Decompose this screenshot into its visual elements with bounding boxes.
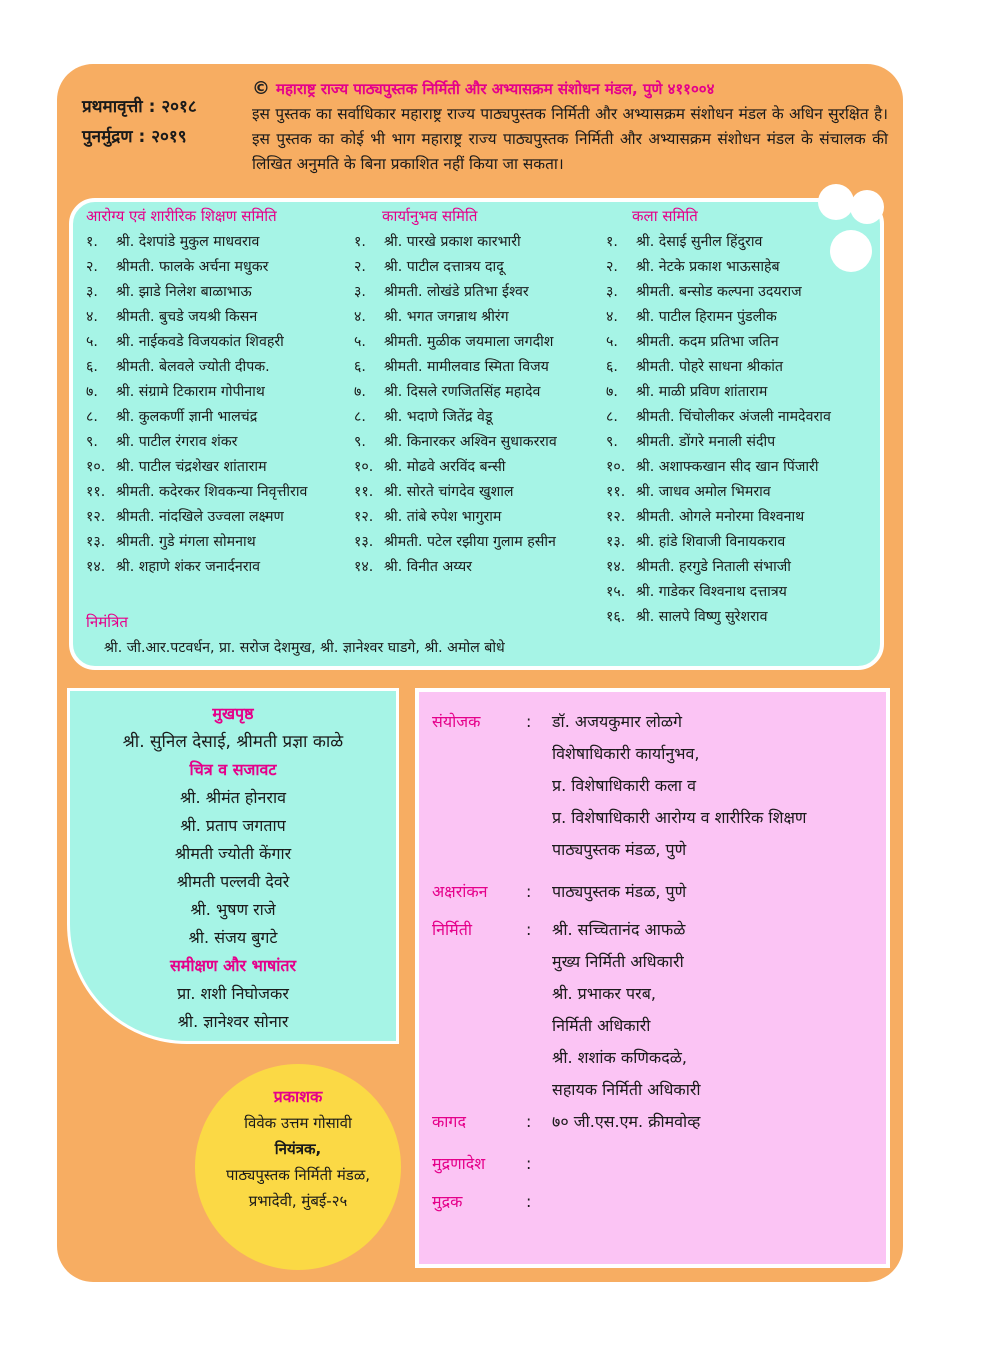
credit-value (552, 914, 701, 1106)
member-number: १२. (86, 509, 106, 525)
credit-colon: : (526, 920, 532, 939)
member-number: ७. (606, 384, 618, 400)
committee-member (606, 605, 831, 630)
member-number: १०. (606, 459, 626, 475)
member-name: श्री. नेटके प्रकाश भाऊसाहेब (636, 259, 780, 275)
member-number: ११. (354, 484, 374, 500)
committee-member (354, 230, 557, 255)
committee-member (606, 530, 831, 555)
committee-member (86, 305, 307, 330)
member-number: ५. (606, 334, 618, 350)
member-name: श्रीमती. मामीलवाड स्मिता विजय (384, 359, 549, 375)
credit-colon: : (526, 1192, 532, 1211)
member-name: श्री. संग्रामे टिकाराम गोपीनाथ (116, 384, 265, 400)
cover-names: श्री. सुनिल देसाई, श्रीमती प्रज्ञा काळे (122, 732, 344, 752)
credit-line: श्री. शशांक कणिकदळे, (552, 1048, 687, 1067)
member-number: १५. (606, 584, 626, 600)
committee-member (354, 355, 557, 380)
illustrator: श्री. संजय बुगटे (188, 928, 278, 947)
committee-member (354, 505, 557, 530)
committee-health (86, 206, 307, 580)
credit-label: संयोजक (432, 712, 481, 731)
member-number: ६. (606, 359, 618, 375)
publisher-block (195, 1084, 401, 1214)
committee-member (86, 355, 307, 380)
member-name: श्री. पाटील रंगराव शंकर (116, 434, 238, 450)
member-name: श्री. नाईकवडे विजयकांत शिवहरी (116, 334, 284, 350)
member-number: ११. (86, 484, 106, 500)
member-number: ४. (354, 309, 366, 325)
credit-colon: : (526, 712, 532, 731)
member-number: ७. (86, 384, 98, 400)
publisher-org: पाठ्यपुस्तक निर्मिती मंडळ, (226, 1166, 370, 1184)
member-name: श्री. माळी प्रविण शांताराम (636, 384, 768, 400)
illustrator: श्री. प्रताप जगताप (180, 816, 286, 835)
copyright-holder: महाराष्ट्र राज्य पाठ्यपुस्तक निर्मिती और अभ्यासक्रम संशोधन मंडल, पुणे ४११००४ (276, 80, 715, 98)
credit-value (552, 876, 686, 908)
member-number: ४. (606, 309, 618, 325)
publisher-heading: प्रकाशक (273, 1087, 323, 1106)
member-name: श्रीमती. बन्सोड कल्पना उदयराज (636, 284, 802, 300)
committee-title: कार्यानुभव समिति (382, 207, 478, 225)
member-name: श्री. कुलकर्णी ज्ञानी भालचंद्र (116, 409, 258, 425)
edition-info (82, 92, 197, 152)
credit-label: अक्षरांकन (432, 882, 488, 901)
committee-member (606, 405, 831, 430)
member-number: १३. (606, 534, 626, 550)
member-number: ७. (354, 384, 366, 400)
committee-member (606, 280, 831, 305)
committee-member (606, 580, 831, 605)
member-number: १२. (606, 509, 626, 525)
member-number: १४. (354, 559, 374, 575)
committee-member (86, 455, 307, 480)
member-name: श्री. मोढवे अरविंद बन्सी (384, 459, 506, 475)
member-name: श्री. जाधव अमोल भिमराव (636, 484, 771, 500)
committee-member (86, 505, 307, 530)
committee-member (86, 280, 307, 305)
committee-member (606, 455, 831, 480)
member-number: १०. (354, 459, 374, 475)
copyright-block (252, 78, 888, 177)
member-number: ९. (354, 434, 366, 450)
publisher-name: विवेक उत्तम गोसावी (244, 1114, 352, 1132)
member-name: श्री. भदाणे जितेंद्र वेडू (384, 409, 493, 425)
committee-member (606, 255, 831, 280)
member-number: ९. (86, 434, 98, 450)
committee-member (354, 280, 557, 305)
committee-member (86, 555, 307, 580)
cover-heading: मुखपृष्ठ (212, 704, 254, 723)
member-name: श्रीमती. कदेरकर शिवकन्या निवृत्तीराव (116, 484, 308, 500)
member-name: श्रीमती. पोहरे साधना श्रीकांत (636, 359, 783, 375)
member-name: श्रीमती. कदम प्रतिभा जतिन (636, 334, 779, 350)
committee-member (606, 480, 831, 505)
member-name: श्री. देशपांडे मुकुल माधवराव (116, 234, 260, 250)
credit-label: कागद (432, 1112, 466, 1131)
member-name: श्रीमती. डोंगरे मनाली संदीप (636, 434, 776, 450)
member-name: श्री. विनीत अय्यर (384, 559, 472, 575)
credit-line: पाठ्यपुस्तक मंडळ, पुणे (552, 840, 687, 859)
credit-line: श्री. प्रभाकर परब, (552, 984, 656, 1003)
committee-member (354, 555, 557, 580)
credit-value (552, 706, 807, 866)
committee-member (86, 380, 307, 405)
invited-title: निमंत्रित (86, 613, 128, 631)
committee-member (354, 330, 557, 355)
member-number: ८. (606, 409, 618, 425)
cover-credits (67, 700, 399, 1036)
publisher-role: नियंत्रक, (274, 1140, 322, 1158)
member-name: श्री. शहाणे शंकर जनार्दनराव (116, 559, 261, 575)
member-name: श्री. सोरते चांगदेव खुशाल (384, 484, 514, 500)
member-number: १३. (354, 534, 374, 550)
decor-circle-icon (830, 230, 872, 272)
credit-line: मुख्य निर्मिती अधिकारी (552, 952, 684, 971)
member-name: श्रीमती. फालके अर्चना मधुकर (116, 259, 269, 275)
member-number: १. (606, 234, 618, 250)
committee-member (86, 255, 307, 280)
member-number: १४. (606, 559, 626, 575)
member-number: ११. (606, 484, 626, 500)
copyright-text: इस पुस्तक का सर्वाधिकार महाराष्ट्र राज्य पाठ्यपुस्तक निर्मिती और अभ्यासक्रम संशोधन मंडल के अधिन सुरक्षित है। इस पुस्तक का कोई भी भाग महाराष्ट्र राज्य पाठ्यपुस्तक निर्मिती और अभ्यासक्रम संशोधन मंडल के संचालक की लिखित अनुमति के बिना प्रकाशित नहीं किया जा सकता। (252, 105, 888, 173)
member-name: श्रीमती. मुळीक जयमाला जगदीश (384, 334, 554, 350)
committee-title: आरोग्य एवं शारीरिक शिक्षण समिति (86, 207, 277, 225)
member-name: श्रीमती. बेलवले ज्योती दीपक. (116, 359, 270, 375)
credit-line: ७० जी.एस.एम. क्रीमवोव्ह (552, 1112, 701, 1131)
credit-label: मुद्रणादेश (432, 1154, 486, 1173)
credit-line: पाठ्यपुस्तक मंडळ, पुणे (552, 882, 687, 901)
credit-colon: : (526, 882, 532, 901)
member-name: श्री. दिसले रणजितसिंह महादेव (384, 384, 541, 400)
committee-member (606, 305, 831, 330)
member-name: श्री. पारखे प्रकाश कारभारी (384, 234, 521, 250)
member-number: ३. (354, 284, 366, 300)
reprint-edition: पुनर्मुद्रण : २०१९ (82, 127, 187, 147)
committee-member (606, 505, 831, 530)
member-number: ८. (86, 409, 98, 425)
committee-member (354, 455, 557, 480)
member-name: श्रीमती. लोखंडे प्रतिभा ईश्वर (384, 284, 529, 300)
member-name: श्री. पाटील हिरामन पुंडलीक (636, 309, 777, 325)
committee-member (354, 430, 557, 455)
publisher-address: प्रभादेवी, मुंबई-२५ (248, 1192, 348, 1210)
committee-title: कला समिति (632, 207, 698, 225)
member-number: १. (354, 234, 366, 250)
committee-member (86, 230, 307, 255)
review-heading: समीक्षण और भाषांतर (169, 956, 297, 975)
member-name: श्री. अशाफ्कखान सीद खान पिंजारी (636, 459, 819, 475)
committee-art (606, 206, 831, 630)
credit-line: प्र. विशेषाधिकारी कला व (552, 776, 697, 795)
first-edition: प्रथमावृत्ती : २०१८ (82, 97, 197, 117)
committee-member (86, 405, 307, 430)
member-name: श्रीमती. ओगले मनोरमा विश्वनाथ (636, 509, 805, 525)
member-number: २. (354, 259, 366, 275)
committee-member (606, 430, 831, 455)
credit-label: मुद्रक (432, 1192, 463, 1211)
credit-line: विशेषाधिकारी कार्यानुभव, (552, 744, 700, 763)
member-name: श्री. भगत जगन्नाथ श्रीरंग (384, 309, 509, 325)
committee-member (354, 380, 557, 405)
member-name: श्रीमती. बुचडे जयश्री किसन (116, 309, 258, 325)
committee-member (86, 480, 307, 505)
member-number: १४. (86, 559, 106, 575)
credit-line: निर्मिती अधिकारी (552, 1016, 651, 1035)
member-number: १६. (606, 609, 626, 625)
member-number: ५. (354, 334, 366, 350)
member-number: ६. (354, 359, 366, 375)
member-name: श्री. पाटील दत्तात्रय दादू (384, 259, 504, 275)
member-name: श्रीमती. नांदखिले उज्वला लक्ष्मण (116, 509, 284, 525)
member-number: २. (606, 259, 618, 275)
member-name: श्री. झाडे निलेश बाळाभाऊ (116, 284, 252, 300)
committee-member (606, 230, 831, 255)
committee-member (354, 405, 557, 430)
member-name: श्रीमती. चिंचोलीकर अंजली नामदेवराव (636, 409, 831, 425)
committee-member (606, 330, 831, 355)
member-name: श्रीमती. गुडे मंगला सोमनाथ (116, 534, 256, 550)
member-number: १०. (86, 459, 106, 475)
member-number: ५. (86, 334, 98, 350)
invited-block (86, 612, 505, 657)
member-number: ९. (606, 434, 618, 450)
member-name: श्री. देसाई सुनील हिंदुराव (636, 234, 763, 250)
member-number: ३. (86, 284, 98, 300)
committee-member (354, 255, 557, 280)
member-number: ८. (354, 409, 366, 425)
member-name: श्री. तांबे रुपेश भागुराम (384, 509, 502, 525)
credit-colon: : (526, 1154, 532, 1173)
credit-line: डॉ. अजयकुमार लोळगे (552, 712, 683, 731)
illustration-heading: चित्र व सजावट (189, 760, 277, 779)
decor-circle-icon (850, 190, 884, 224)
member-name: श्रीमती. पटेल रझीया गुलाम हसीन (384, 534, 556, 550)
credit-colon: : (526, 1112, 532, 1131)
member-number: २. (86, 259, 98, 275)
committee-member (86, 430, 307, 455)
member-name: श्री. गाडेकर विश्वनाथ दत्तात्रय (636, 584, 787, 600)
member-name: श्रीमती. हरगुडे निताली संभाजी (636, 559, 791, 575)
member-name: श्री. सालपे विष्णु सुरेशराव (636, 609, 768, 625)
committee-member (606, 380, 831, 405)
member-number: १. (86, 234, 98, 250)
member-number: १३. (86, 534, 106, 550)
member-name: श्री. हांडे शिवाजी विनायकराव (636, 534, 786, 550)
reviewer: प्रा. शशी निघोजकर (177, 984, 289, 1003)
illustrator: श्री. भुषण राजे (190, 900, 276, 919)
committee-member (86, 330, 307, 355)
committee-member (354, 480, 557, 505)
committee-member (606, 555, 831, 580)
reviewer: श्री. ज्ञानेश्वर सोनार (177, 1012, 289, 1031)
credit-value (552, 1106, 700, 1138)
committee-member (606, 355, 831, 380)
member-name: श्री. किनारकर अश्विन सुधाकरराव (384, 434, 557, 450)
credit-line: प्र. विशेषाधिकारी आरोग्य व शारीरिक शिक्षण (552, 808, 807, 827)
member-number: ६. (86, 359, 98, 375)
illustrator: श्रीमती पल्लवी देवरे (176, 872, 290, 891)
member-number: १२. (354, 509, 374, 525)
credit-line: सहायक निर्मिती अधिकारी (552, 1080, 701, 1099)
committee-work-experience (354, 206, 557, 580)
credit-line: श्री. सच्चितानंद आफळे (552, 920, 686, 939)
member-name: श्री. पाटील चंद्रशेखर शांताराम (116, 459, 267, 475)
illustrator: श्री. श्रीमंत होनराव (180, 788, 286, 807)
copyright-icon: © (252, 78, 270, 99)
credit-label: निर्मिती (432, 920, 473, 939)
member-number: ३. (606, 284, 618, 300)
member-number: ४. (86, 309, 98, 325)
illustrator: श्रीमती ज्योती केंगार (174, 844, 292, 863)
committee-member (354, 305, 557, 330)
committee-member (86, 530, 307, 555)
invited-names: श्री. जी.आर.पटवर्धन, प्रा. सरोज देशमुख, श्री. ज्ञानेश्वर घाडगे, श्री. अमोल बोधे (104, 640, 505, 656)
committee-member (354, 530, 557, 555)
